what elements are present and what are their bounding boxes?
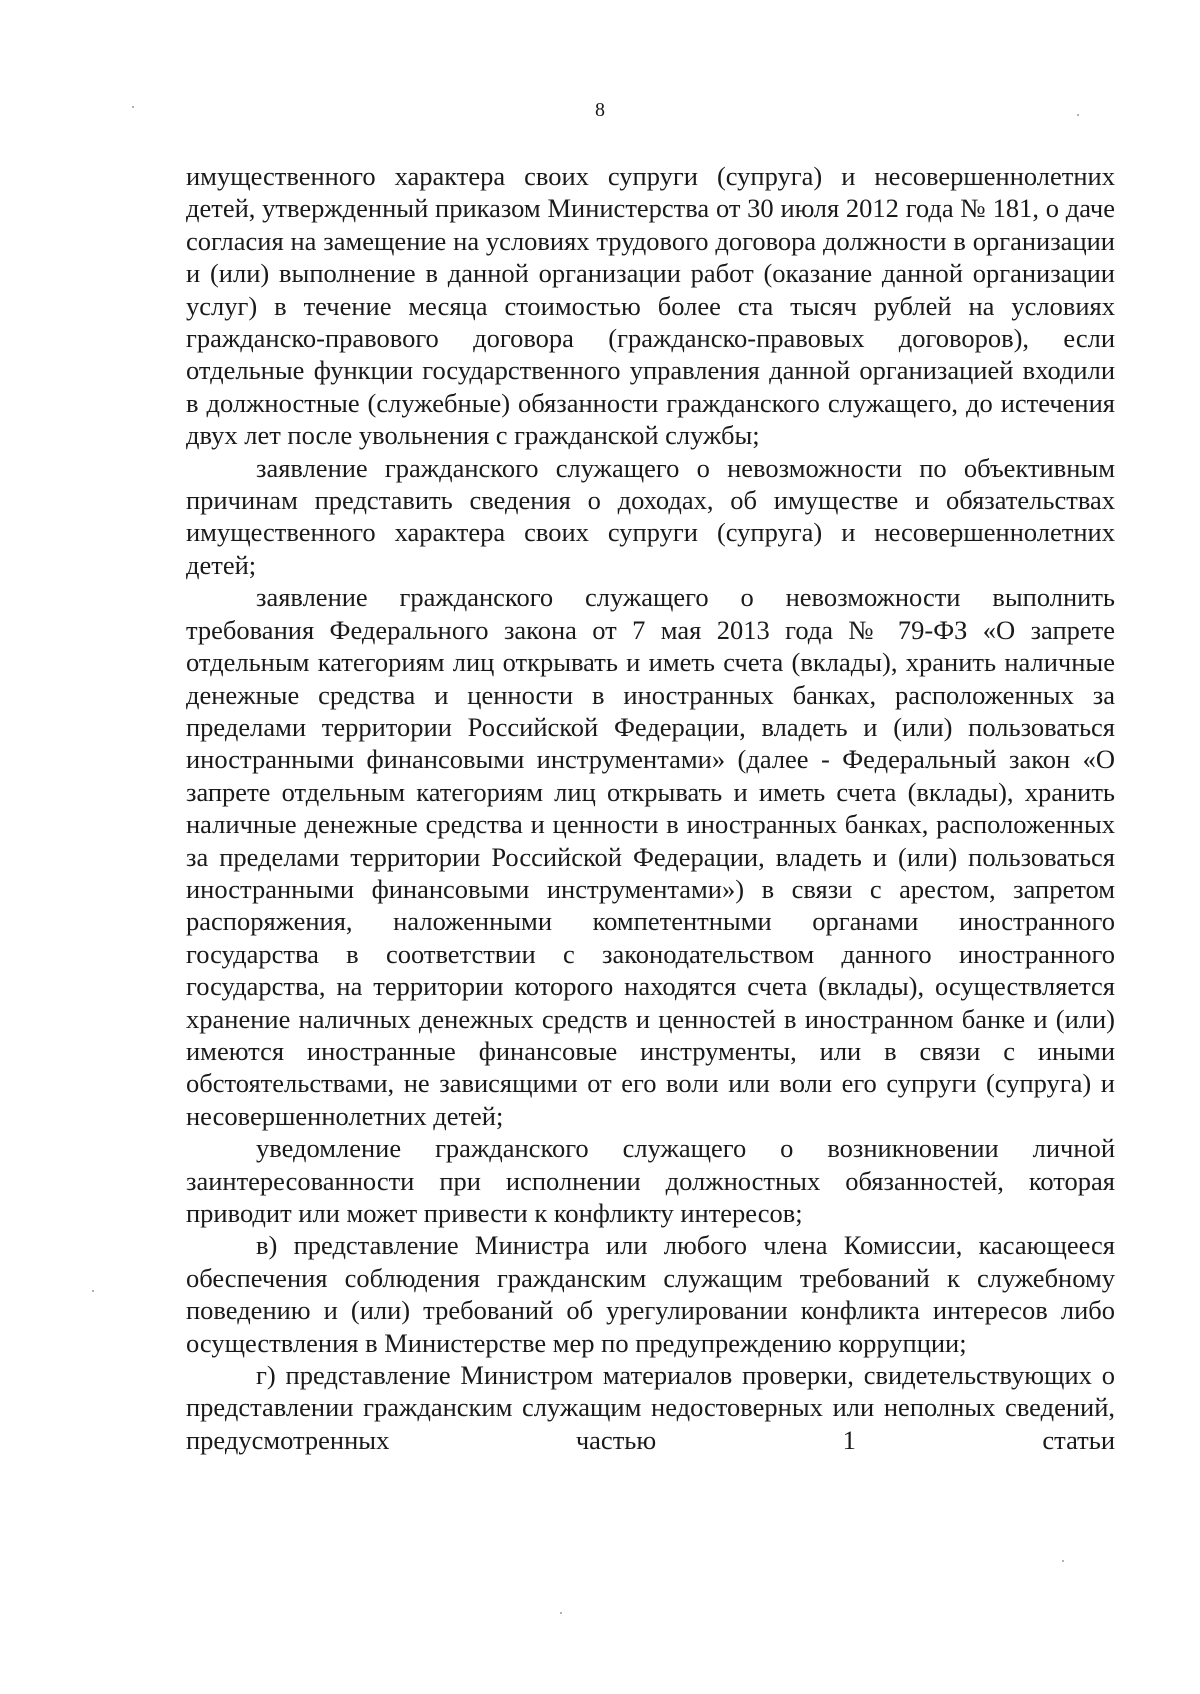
scan-speck — [560, 1612, 562, 1614]
scan-speck — [132, 106, 134, 108]
scan-speck — [1077, 114, 1079, 116]
scan-speck — [92, 1290, 94, 1292]
paragraph-statement-impossibility-info: заявление гражданского служащего о невозможности по объективным причинам представить сведения о доходах, об имуществе и обязательствах имущественного характера своих супруги (супруга) и несовершеннолетних детей; — [186, 452, 1115, 580]
paragraph-continuation: имущественного характера своих супруги (супруга) и несовершеннолетних детей, утвержденный приказом Министерства от 30 июля 2012 года № 181, о даче согласия на замещение на условиях трудового договора должности в организации и (или) выполнение в данной организации работ (оказание данной организации услуг) в течение месяца стоимостью более ста тысяч рублей на условиях гражданско-правового договора (гражданско-правовых договоров), если отдельные функции государственного управления данной организацией входили в должностные (служебные) обязанности гражданского служащего, до истечения двух лет после увольнения с гражданской службы; — [186, 161, 1115, 451]
paragraph-statement-impossibility-law: заявление гражданского служащего о невозможности выполнить требования Федерального закона от 7 мая 2013 года № 79-ФЗ «О запрете отдельным категориям лиц открывать и иметь счета (вклады), хранить наличные денежные средства и ценности в иностранных банках, расположенных за пределами территории Российской Федерации, владеть и (или) пользоваться иностранными финансовыми инструментами» (далее - Федеральный закон «О запрете отдельным категориям лиц открывать и иметь счета (вклады), хранить наличные денежные средства и ценности в иностранных банках, расположенных за пределами территории Российской Федерации, владеть и (или) пользоваться иностранными финансовыми инструментами») в связи с арестом, запретом распоряжения, наложенными компетентными органами иностранного государства в соответствии с законодательством данного иностранного государства, на территории которого находятся счета (вклады), осуществляется хранение наличных денежных средств и ценностей в иностранном банке и (или) имеются иностранные финансовые инструменты, или в связи с иными обстоятельствами, не зависящими от его воли или воли его супруги (супруга) и несовершеннолетних детей; — [186, 582, 1115, 1131]
paragraph-item-v: в) представление Министра или любого члена Комиссии, касающееся обеспечения соблюдения гражданским служащим требований к служебному поведению и (или) требований об урегулировании конфликта интересов либо осуществления в Министерстве мер по предупреждению коррупции; — [186, 1230, 1115, 1358]
document-body — [186, 160, 1115, 1456]
scan-speck — [1062, 1560, 1064, 1562]
paragraph-item-g: г) представление Министром материалов проверки, свидетельствующих о представлении гражданским служащим недостоверных или неполных сведений, предусмотренных частью 1 статьи — [186, 1360, 1115, 1455]
paragraph-notice-conflict-interest: уведомление гражданского служащего о возникновении личной заинтересованности при исполнении должностных обязанностей, которая приводит или может привести к конфликту интересов; — [186, 1133, 1115, 1228]
page-number: 8 — [595, 99, 605, 121]
